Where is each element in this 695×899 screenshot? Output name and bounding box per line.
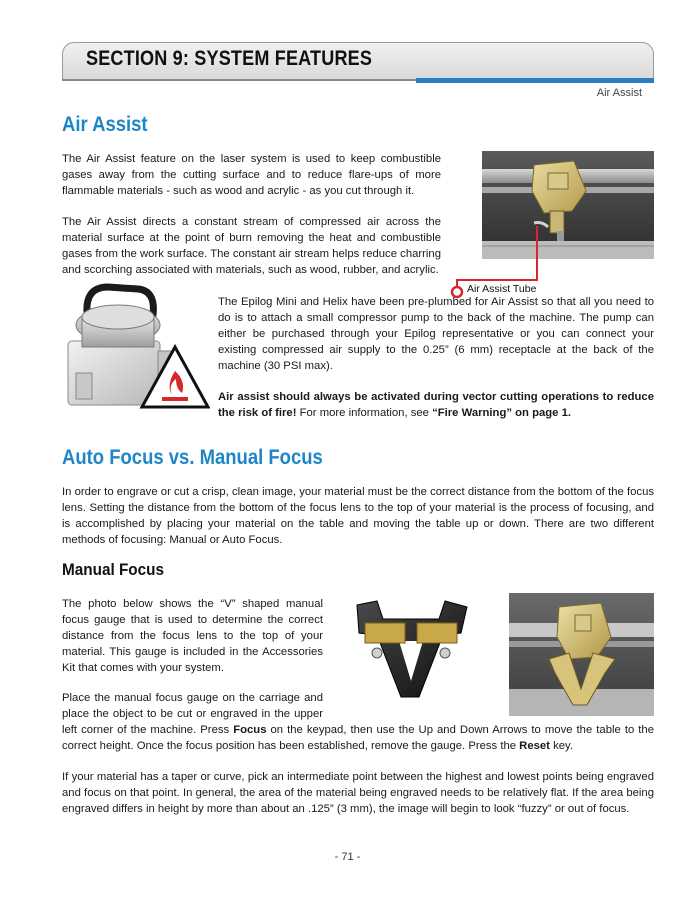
- breadcrumb: Air Assist: [596, 87, 642, 99]
- section-title: SECTION 9: SYSTEM FEATURES: [86, 47, 373, 70]
- manual-focus-heading: [62, 560, 175, 580]
- air-assist-tube-label: Air Assist Tube: [467, 283, 537, 295]
- fire-warning-bold: Air assist should always be activated during vector cutting operations to reduce the risk of fire!: [218, 391, 654, 419]
- text-wrap-spacer: [323, 690, 654, 717]
- manual-focus-heading-text: Manual Focus: [62, 560, 165, 579]
- manual-focus-para-1: The photo below shows the “V” shaped manual focus gauge that is used to determine the correct distance from the focus lens to the top of your material. This gauge is included in the Accessories Kit that comes with your system.: [62, 598, 323, 674]
- auto-focus-para-1: In order to engrave or cut a crisp, clean image, your material must be the correct distance from the bottom of the focus lens. Setting the distance from the bottom of the focus lens to the top of your material is the process of focusing, and is accomplished by placing your material on the table and moving the table up or down. There are two different methods of focusing: Manual or Auto Focus.: [62, 486, 654, 546]
- reset-key-label: Reset: [519, 740, 550, 752]
- compressor-pump-photo: [62, 281, 210, 411]
- manual-focus-para-3: If your material has a taper or curve, pick an intermediate point between the highest and lowest points being engraved and focus on that point. In general, the area of the material being engraved needs to be relatively flat. If the area being engraved differs in height by more than about an .125” (3 mm), the image will begin to look “fuzzy” or out of focus.: [62, 771, 654, 815]
- auto-focus-heading-text: Auto Focus vs. Manual Focus: [62, 446, 323, 469]
- air-assist-heading-text: Air Assist: [62, 113, 148, 136]
- air-assist-para-2: The Air Assist directs a constant stream of compressed air across the material surface at the point of burn removing the heat and combustible gases from the work surface. The constant air stream helps reduce charring and scorching associated with materials, such as wood, rubber, and acrylic.: [62, 216, 441, 276]
- air-assist-para-3: The Epilog Mini and Helix have been pre-plumbed for Air Assist so that all you need to do is to attach a small compressor pump to the back of the machine. The pump can either be purchased through your Epilog representative or you can connect your existing compressed air supply to the 0.25” (6 mm) receptacle at the back of the machine (30 PSI max).: [218, 296, 654, 372]
- auto-focus-heading: [62, 446, 358, 470]
- fire-warning-note: [218, 389, 654, 421]
- manual-focus-para-2-b: on the keypad, then use the Up and Down Arrows to move the table to the correct height. Once the focus position has been established, remove the gauge. Press the: [62, 724, 655, 752]
- fire-warning-ref: “Fire Warning” on page 1.: [432, 407, 572, 419]
- air-assist-heading: [62, 113, 159, 137]
- manual-focus-para-2-a: Place the manual focus gauge on the carriage and place the object to be cut or engraved in the upper left corner of the machine. Press: [62, 692, 323, 736]
- focus-key-label: Focus: [233, 724, 267, 736]
- manual-focus-para-2-c: key.: [549, 740, 573, 752]
- fire-warning-text: For more information, see: [296, 407, 433, 419]
- compressor-pump-graphic: [62, 281, 210, 411]
- header-accent-bar: [416, 78, 654, 83]
- page-number: - 71 -: [334, 851, 361, 863]
- manual-focus-para-2-text: [62, 690, 654, 754]
- air-assist-para-1: The Air Assist feature on the laser system is used to keep combustible gases away from the cutting surface and to reduce flare-ups of more flammable materials - such as wood and acrylic - as you cut through it.: [62, 153, 441, 197]
- manual-focus-para-2-block: [62, 690, 654, 754]
